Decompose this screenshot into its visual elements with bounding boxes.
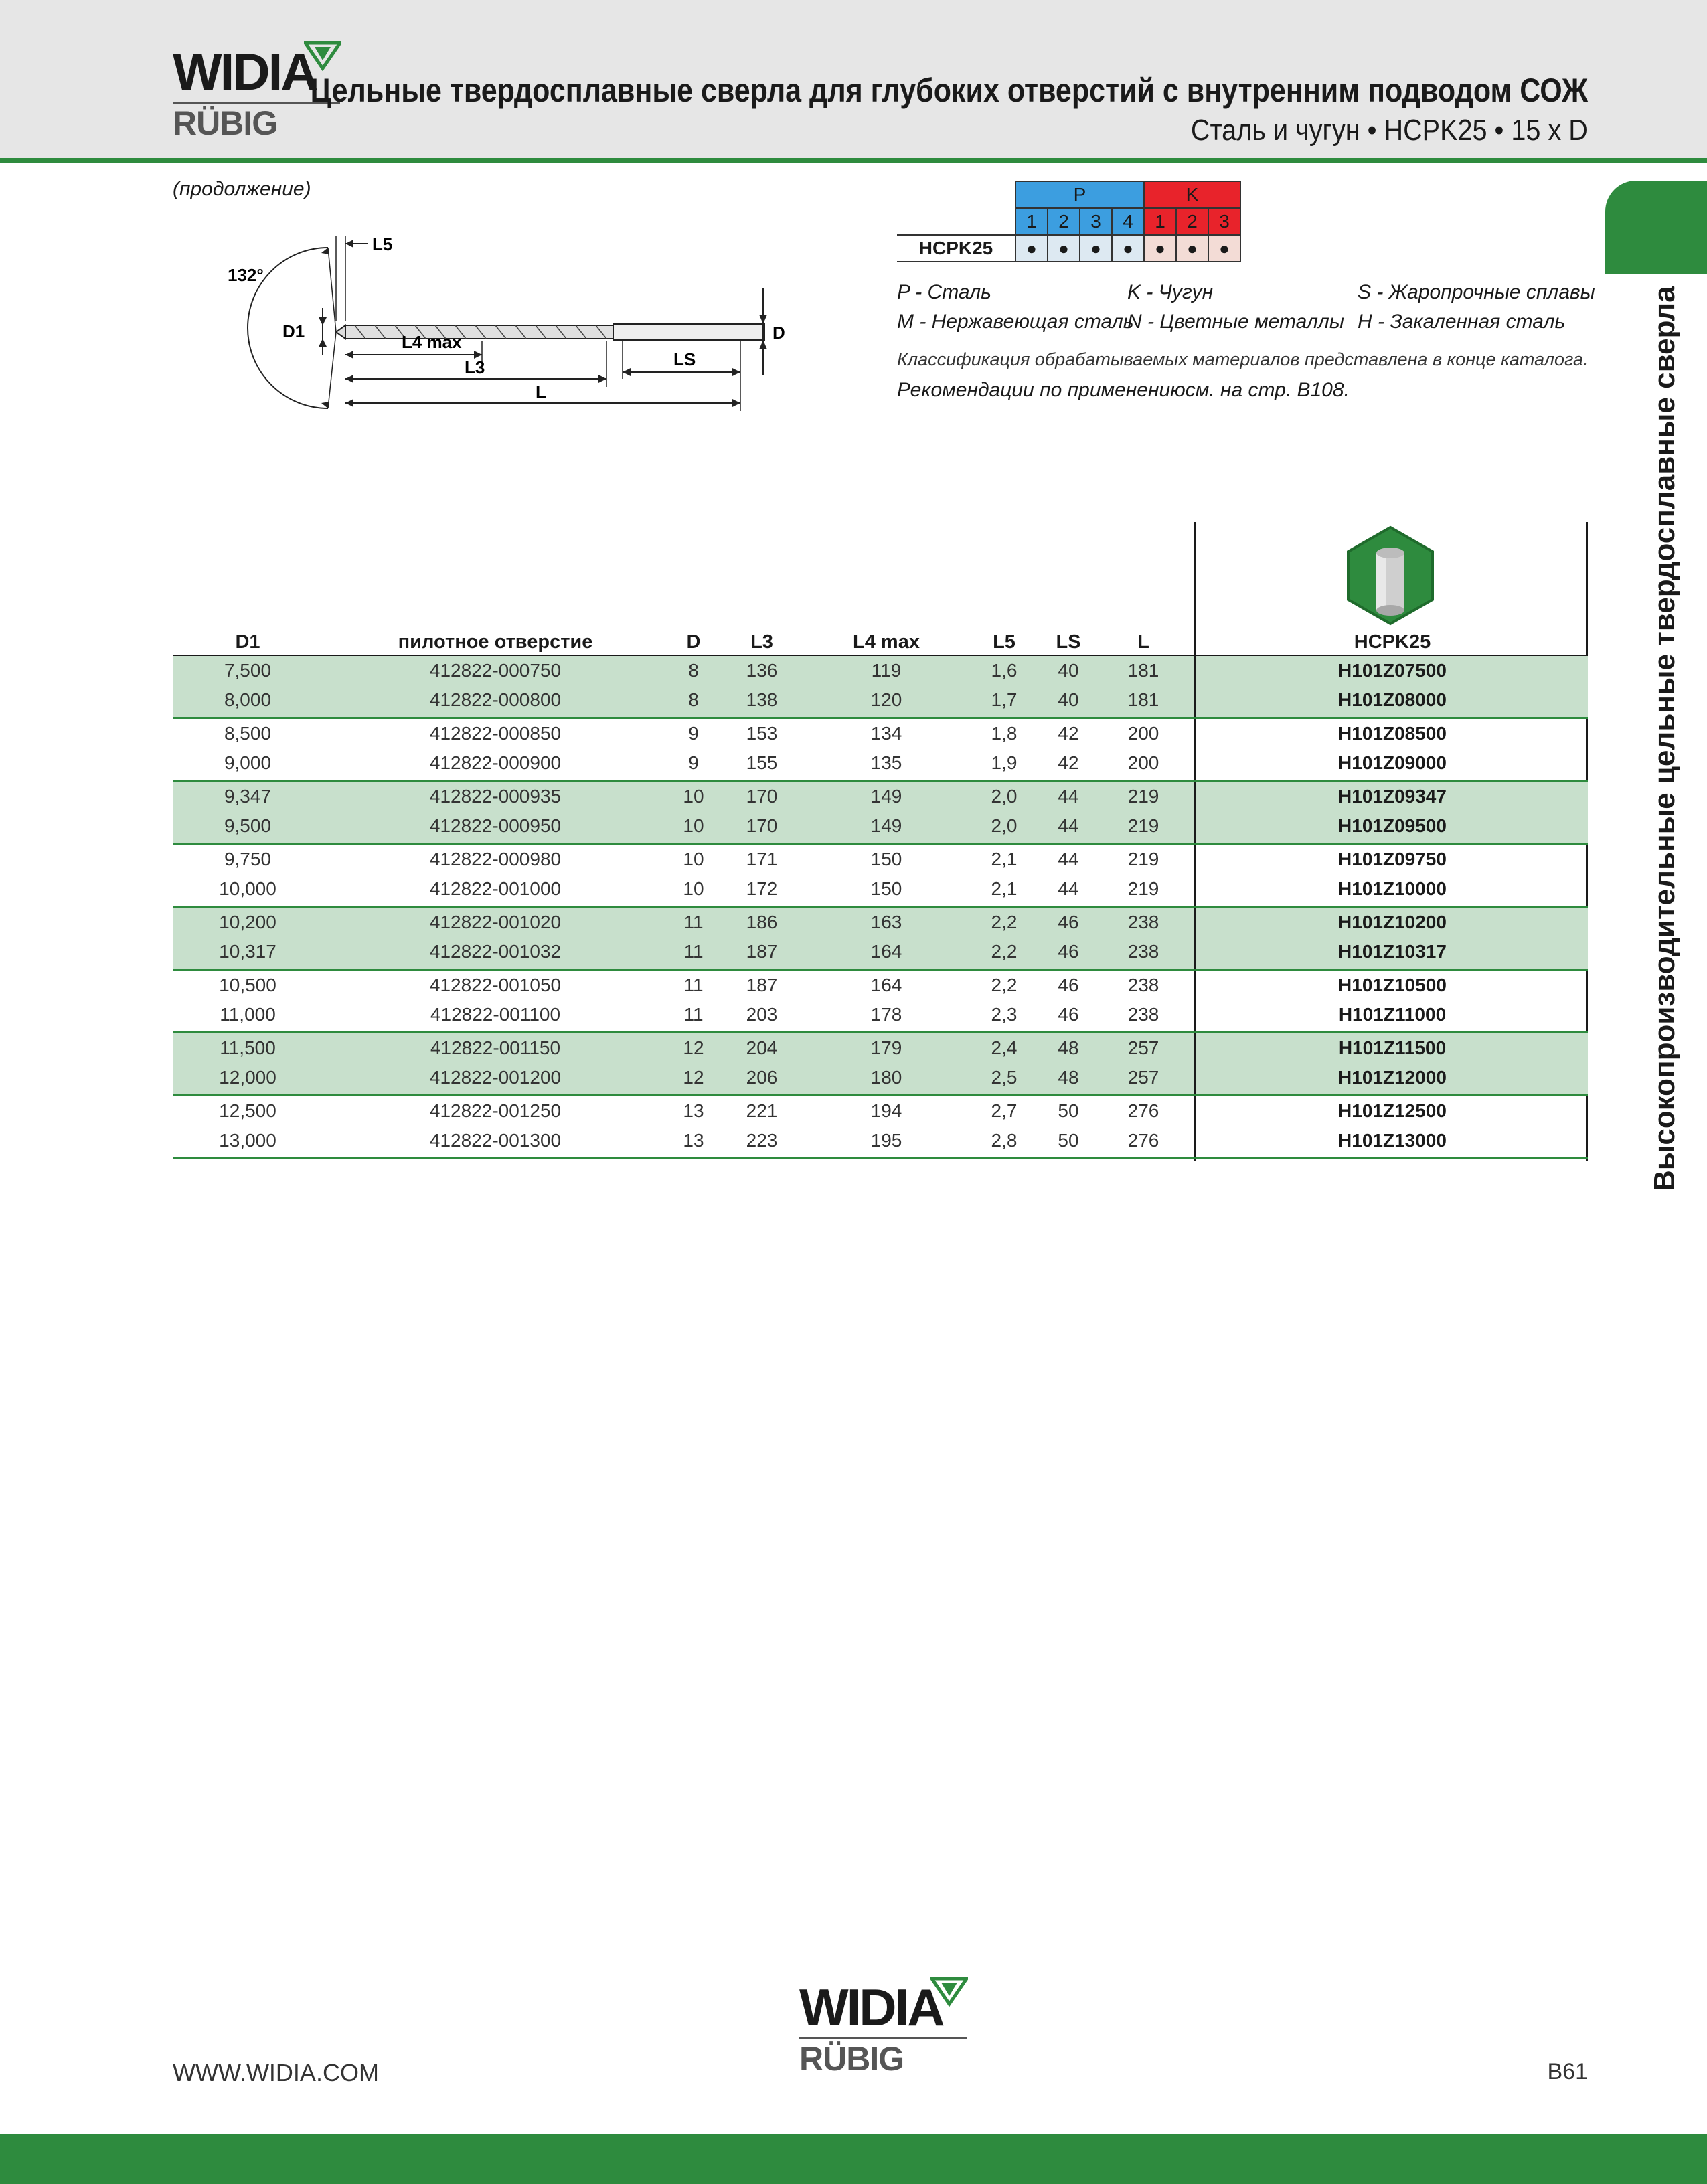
table-cell: 8 [688, 660, 699, 681]
material-group-k: K [1144, 181, 1240, 208]
table-cell: 276 [1127, 1100, 1159, 1121]
table-cell: 11 [683, 1004, 704, 1025]
table-cell: 1,8 [991, 723, 1018, 744]
table-cell: 149 [870, 786, 902, 807]
material-grid [897, 181, 1241, 262]
material-mark: ● [1208, 235, 1240, 262]
order-code: H101Z12500 [1338, 1100, 1447, 1121]
diagram-d-label: D [773, 323, 785, 343]
col-ls: LS [1056, 631, 1081, 653]
table-cell: 164 [870, 941, 902, 962]
table-cell: 412822-001020 [429, 912, 562, 932]
table-cell: 2,4 [991, 1037, 1018, 1058]
table-row [173, 972, 1588, 1001]
table-cell: 194 [870, 1100, 902, 1121]
table-cell: 276 [1127, 1130, 1159, 1151]
table-cell: 9 [688, 723, 699, 744]
diagram-l3-label: L3 [465, 357, 485, 377]
table-cell: 238 [1127, 1004, 1159, 1025]
table-cell: 1,9 [991, 752, 1018, 773]
table-row [173, 657, 1588, 687]
order-code: H101Z09750 [1338, 849, 1447, 869]
table-cell: 412822-000750 [429, 660, 562, 681]
col-l3: L3 [750, 631, 773, 653]
table-cell: 2,1 [991, 878, 1018, 899]
table-cell: 11 [683, 912, 704, 932]
table-row [173, 1127, 1588, 1157]
table-cell: 2,7 [991, 1100, 1018, 1121]
table-cell: 2,8 [991, 1130, 1018, 1151]
material-sub: 4 [1112, 208, 1144, 235]
logo-rule [799, 2037, 967, 2039]
table-row [173, 1064, 1588, 1094]
table-cell: 12 [683, 1067, 704, 1088]
table-cell: 44 [1058, 878, 1079, 899]
table-cell: 412822-001050 [429, 975, 562, 995]
table-cell: 134 [870, 723, 902, 744]
table-cell: 179 [870, 1037, 902, 1058]
diagram-ls-label: LS [673, 349, 696, 369]
table-cell: 170 [746, 815, 778, 836]
diagram-d1-label: D1 [282, 321, 305, 341]
table-cell: 46 [1058, 912, 1079, 932]
diagram-l4max-label: L4 max [402, 332, 462, 352]
grade-hexagon-icon [1346, 525, 1435, 626]
table-cell: 223 [746, 1130, 778, 1151]
legend-p: P - Сталь [897, 281, 991, 303]
order-code: H101Z10317 [1338, 941, 1447, 962]
table-cell: 171 [746, 849, 778, 869]
order-code: H101Z10200 [1338, 912, 1447, 932]
order-code: H101Z12000 [1338, 1067, 1447, 1088]
table-cell: 149 [870, 815, 902, 836]
diagram-l-label: L [536, 382, 546, 402]
brand-logo-bottom: RÜBIG [173, 104, 278, 142]
col-l5: L5 [993, 631, 1015, 653]
table-cell: 412822-001100 [430, 1004, 561, 1025]
table-row [173, 687, 1588, 716]
table-cell: 412822-001150 [430, 1037, 561, 1058]
table-cell: 170 [746, 786, 778, 807]
table-cell: 44 [1058, 815, 1079, 836]
table-cell: 153 [746, 723, 778, 744]
table-cell: 136 [746, 660, 778, 681]
table-cell: 219 [1127, 878, 1159, 899]
table-cell: 206 [746, 1067, 778, 1088]
table-cell: 46 [1058, 1004, 1079, 1025]
table-cell: 40 [1058, 660, 1079, 681]
table-cell: 119 [871, 660, 902, 681]
table-cell: 10,317 [219, 941, 276, 962]
material-grade-label: HCPK25 [897, 235, 1015, 262]
drill-dimension-diagram [221, 221, 797, 422]
table-cell: 11 [683, 975, 704, 995]
table-cell: 238 [1127, 912, 1159, 932]
table-cell: 44 [1058, 786, 1079, 807]
widia-triangle-icon [930, 1977, 968, 2007]
table-cell: 2,2 [991, 941, 1018, 962]
diagram-angle-label: 132° [228, 265, 264, 285]
widia-triangle-icon [304, 41, 341, 71]
table-cell: 1,7 [991, 689, 1018, 710]
table-cell: 412822-000850 [429, 723, 562, 744]
table-cell: 13 [683, 1100, 704, 1121]
table-cell: 10 [683, 786, 704, 807]
table-cell: 412822-000935 [429, 786, 562, 807]
material-group-p: P [1015, 181, 1144, 208]
table-cell: 200 [1127, 752, 1159, 773]
order-code: H101Z09000 [1338, 752, 1447, 773]
table-cell: 10,000 [219, 878, 276, 899]
legend-h: H - Закаленная сталь [1358, 311, 1566, 333]
table-cell: 48 [1058, 1037, 1079, 1058]
table-cell: 412822-000950 [429, 815, 562, 836]
table-cell: 187 [746, 941, 778, 962]
footer-logo-top: WIDIA [799, 1978, 943, 2037]
table-cell: 42 [1058, 752, 1079, 773]
table-cell: 412822-001300 [429, 1130, 562, 1151]
table-cell: 9,500 [224, 815, 272, 836]
section-tab-label: Высокопроизводительные цельные твердосплавные сверла [1648, 286, 1681, 1191]
table-cell: 2,5 [991, 1067, 1018, 1088]
table-cell: 12 [683, 1037, 704, 1058]
material-sub: 1 [1015, 208, 1048, 235]
table-cell: 50 [1058, 1130, 1079, 1151]
footer-url[interactable]: WWW.WIDIA.COM [173, 2059, 379, 2086]
table-cell: 10,200 [219, 912, 276, 932]
footer-logo-bottom: RÜBIG [799, 2040, 904, 2078]
order-code: H101Z11000 [1338, 1004, 1447, 1025]
table-cell: 180 [870, 1067, 902, 1088]
table-cell: 155 [746, 752, 778, 773]
table-row [173, 813, 1588, 842]
table-cell: 2,0 [991, 786, 1018, 807]
table-cell: 11,000 [220, 1004, 276, 1025]
table-cell: 120 [870, 689, 902, 710]
table-cell: 9 [688, 752, 699, 773]
col-hcpk25: HCPK25 [1354, 631, 1431, 653]
page-subtitle: Сталь и чугун • HCPK25 • 15 x D [1191, 114, 1588, 147]
table-cell: 238 [1127, 975, 1159, 995]
table-cell: 46 [1058, 941, 1079, 962]
table-row [173, 1098, 1588, 1127]
table-cell: 203 [746, 1004, 778, 1025]
table-cell: 186 [746, 912, 778, 932]
table-row [173, 1035, 1588, 1064]
table-cell: 221 [746, 1100, 778, 1121]
table-row-group [173, 656, 1588, 719]
table-row-group [173, 845, 1588, 908]
table-cell: 9,000 [224, 752, 272, 773]
table-cell: 10 [683, 878, 704, 899]
page-number: B61 [1547, 2059, 1588, 2084]
table-cell: 257 [1127, 1037, 1159, 1058]
table-cell: 9,347 [224, 786, 272, 807]
order-code: H101Z07500 [1338, 660, 1447, 681]
table-row [173, 938, 1588, 968]
table-cell: 42 [1058, 723, 1079, 744]
table-cell: 7,500 [224, 660, 272, 681]
order-code: H101Z11500 [1338, 1037, 1447, 1058]
table-cell: 238 [1127, 941, 1159, 962]
footer-band [0, 2134, 1707, 2184]
table-cell: 412822-000800 [429, 689, 562, 710]
order-code: H101Z10500 [1338, 975, 1447, 995]
table-cell: 13 [683, 1130, 704, 1151]
table-cell: 50 [1058, 1100, 1079, 1121]
table-cell: 11 [683, 941, 704, 962]
material-mark: ● [1112, 235, 1144, 262]
table-cell: 164 [870, 975, 902, 995]
legend-recommend: Рекомендации по применениюсм. на стр. B108. [897, 379, 1350, 401]
table-cell: 163 [870, 912, 902, 932]
table-row [173, 846, 1588, 875]
col-pilot: пилотное отверстие [398, 631, 593, 653]
table-cell: 13,000 [219, 1130, 276, 1151]
table-cell: 9,750 [224, 849, 272, 869]
material-sub: 2 [1048, 208, 1080, 235]
table-cell: 2,1 [991, 849, 1018, 869]
table-cell: 2,0 [991, 815, 1018, 836]
table-cell: 412822-001250 [429, 1100, 562, 1121]
table-row-group [173, 782, 1588, 845]
table-cell: 10 [683, 815, 704, 836]
table-cell: 8,500 [224, 723, 272, 744]
brand-logo-top: WIDIA [173, 42, 317, 101]
table-cell: 2,2 [991, 975, 1018, 995]
material-mark: ● [1048, 235, 1080, 262]
material-sub: 3 [1208, 208, 1240, 235]
table-cell: 8 [688, 689, 699, 710]
table-row-group [173, 1096, 1588, 1159]
table-cell: 412822-001032 [429, 941, 562, 962]
table-cell: 257 [1127, 1067, 1159, 1088]
material-mark: ● [1080, 235, 1112, 262]
table-cell: 11,500 [220, 1037, 276, 1058]
table-cell: 172 [746, 878, 778, 899]
table-cell: 8,000 [224, 689, 272, 710]
table-cell: 44 [1058, 849, 1079, 869]
table-cell: 40 [1058, 689, 1079, 710]
table-cell: 412822-001000 [429, 878, 562, 899]
table-cell: 2,3 [991, 1004, 1018, 1025]
legend-s: S - Жаропрочные сплавы [1358, 281, 1595, 303]
table-cell: 204 [746, 1037, 778, 1058]
table-row [173, 875, 1588, 905]
table-cell: 135 [870, 752, 902, 773]
table-cell: 138 [746, 689, 778, 710]
col-d: D [686, 631, 701, 653]
order-code: H101Z08500 [1338, 723, 1447, 744]
header-divider [0, 158, 1707, 163]
table-cell: 12,000 [219, 1067, 276, 1088]
table-cell: 181 [1127, 660, 1159, 681]
table-cell: 48 [1058, 1067, 1079, 1088]
material-sub: 3 [1080, 208, 1112, 235]
order-code: H101Z13000 [1338, 1130, 1447, 1151]
col-l: L [1137, 631, 1149, 653]
order-code: H101Z09500 [1338, 815, 1447, 836]
table-cell: 219 [1127, 786, 1159, 807]
footer-logo [799, 1978, 973, 2078]
order-code: H101Z08000 [1338, 689, 1447, 710]
material-sub: 2 [1176, 208, 1208, 235]
table-cell: 12,500 [219, 1100, 276, 1121]
material-mark: ● [1144, 235, 1176, 262]
material-sub: 1 [1144, 208, 1176, 235]
table-cell: 200 [1127, 723, 1159, 744]
table-cell: 181 [1127, 689, 1159, 710]
table-row [173, 1001, 1588, 1031]
table-row [173, 750, 1588, 779]
table-cell: 219 [1127, 815, 1159, 836]
table-row [173, 909, 1588, 938]
order-code: H101Z10000 [1338, 878, 1447, 899]
table-cell: 187 [746, 975, 778, 995]
diagram-l5-label: L5 [372, 234, 393, 254]
table-cell: 46 [1058, 975, 1079, 995]
table-cell: 150 [870, 849, 902, 869]
legend-m: M - Нержавеющая сталь [897, 311, 1134, 333]
col-d1: D1 [235, 631, 260, 653]
table-row-group [173, 719, 1588, 782]
table-cell: 10,500 [219, 975, 276, 995]
table-cell: 412822-000900 [429, 752, 562, 773]
table-row-group [173, 1033, 1588, 1096]
col-l4max: L4 max [853, 631, 920, 653]
table-row [173, 783, 1588, 813]
table-cell: 195 [870, 1130, 902, 1151]
material-mark: ● [1176, 235, 1208, 262]
legend-k: K - Чугун [1127, 281, 1214, 303]
table-cell: 412822-001200 [429, 1067, 562, 1088]
material-mark: ● [1015, 235, 1048, 262]
table-cell: 150 [870, 878, 902, 899]
table-cell: 219 [1127, 849, 1159, 869]
table-row-group [173, 971, 1588, 1033]
continued-label: (продолжение) [173, 178, 311, 200]
table-cell: 412822-000980 [429, 849, 562, 869]
legend-n: N - Цветные металлы [1127, 311, 1344, 333]
table-cell: 178 [870, 1004, 902, 1025]
table-row-group [173, 908, 1588, 971]
order-code: H101Z09347 [1338, 786, 1447, 807]
page-title: Цельные твердосплавные сверла для глубоких отверстий с внутренним подводом СОЖ [310, 72, 1588, 109]
legend-note: Классификация обрабатываемых материалов представлена в конце каталога. [897, 349, 1589, 369]
table-cell: 10 [683, 849, 704, 869]
table-cell: 2,2 [991, 912, 1018, 932]
table-cell: 1,6 [991, 660, 1018, 681]
table-row [173, 720, 1588, 750]
